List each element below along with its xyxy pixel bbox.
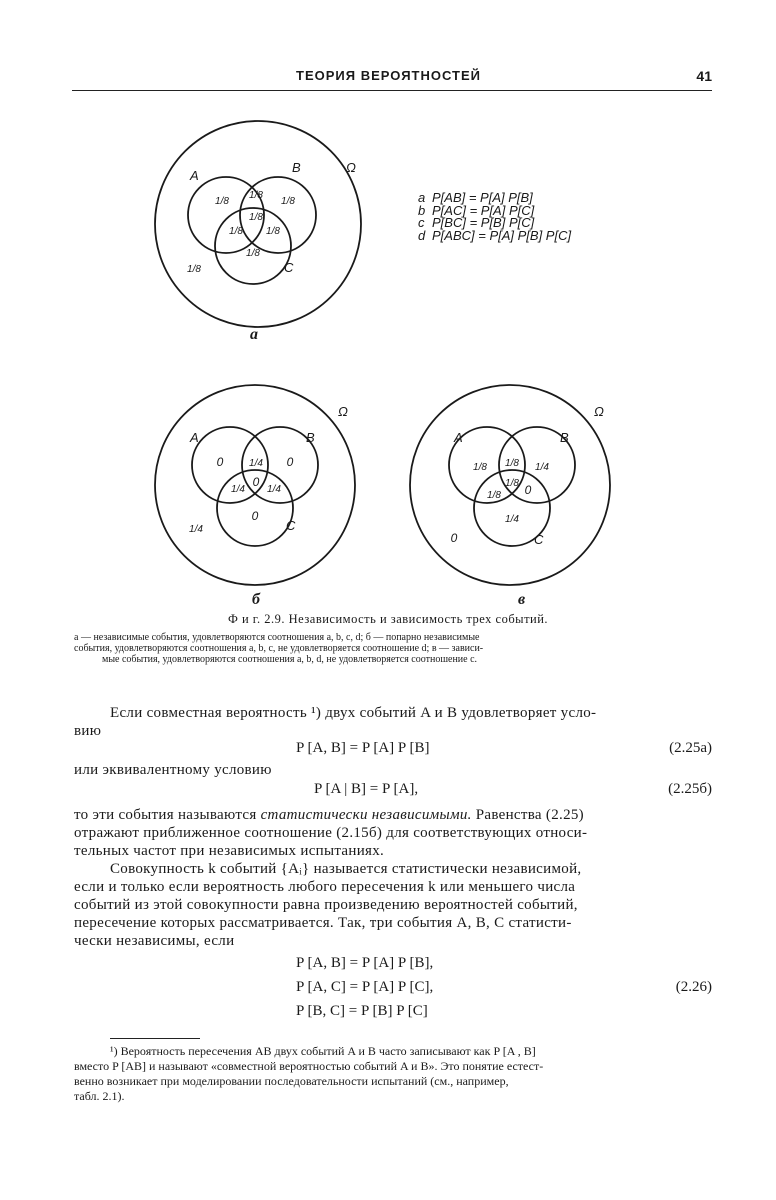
region-ab: 1/4 [249,458,263,469]
figure-caption-title: Ф и г. 2.9. Независимость и зависимость трех событий. [227,612,549,626]
label-b: B [560,430,569,445]
para3-line2: если и только если вероятность любого пересечения k или меньшего числа [74,879,576,895]
equation-number-2-25b: (2.25б) [668,781,712,797]
region-ab: 1/8 [249,190,263,201]
relation-a: a P[AB] = P[A] P[B] [418,190,533,205]
venn-diagram-b [140,380,380,592]
para3-line1: Совокупность k событий {Aᵢ} называется статистически независимой, [110,861,582,877]
equation-2-25a: P [A, B] = P [A] P [B] [296,740,430,756]
omega-circle [155,121,361,327]
label-a: A [190,430,199,445]
region-outside: 1/4 [189,524,203,535]
region-outside: 1/8 [187,264,201,275]
region-abc: 1/8 [249,212,263,223]
relation-d: d P[ABC] = P[A] P[B] P[C] [418,227,572,243]
para2-line3: тельных частот при независимых испытаниях. [74,843,385,859]
label-b: B [306,430,315,445]
region-only-c: 0 [251,509,259,523]
region-bc: 0 [524,483,532,497]
label-diagram-a: a [250,326,258,343]
header-title: ТЕОРИЯ ВЕРОЯТНОСТЕЙ [296,68,481,83]
equation-2-25b: P [A | B] = P [A], [314,781,419,797]
region-only-b: 1/4 [535,462,549,473]
equation-2-26-line2: P [A, C] = P [A] P [C], [296,979,434,995]
region-abc: 1/8 [505,478,519,489]
region-ac: 1/8 [487,490,501,501]
para1-line2: вию [74,723,102,739]
label-c: C [286,518,296,533]
para3-line3: событий из этой совокупности равна произведению вероятностей событий, [74,897,578,913]
relation-c: c P[BC] = P[B] P[C] [418,215,535,230]
venn-diagram-c [402,380,642,592]
region-ac: 1/8 [229,226,243,237]
para3-line4: пересечение которых рассматривается. Так, три события A, B, C статисти- [74,915,572,931]
footnote-rule [110,1038,200,1039]
region-only-a: 1/8 [473,462,487,473]
region-outside: 0 [450,531,458,545]
label-omega: Ω [338,404,348,419]
equation-2-26-line3: P [B, C] = P [B] P [C] [296,1003,428,1019]
running-header [72,66,712,91]
region-only-c: 1/8 [246,248,260,259]
region-only-b: 0 [286,455,294,469]
label-diagram-b: б [252,591,260,608]
region-only-a: 1/8 [215,196,229,207]
region-only-b: 1/8 [281,196,295,207]
para1-line1: Если совместная вероятность ¹) двух событий A и B удовлетворяет усло- [110,705,597,721]
figure-caption-body: а — независимые события, удовлетворяются соотношения a, b, c, d; б — попарно независимые события, удовлетворяются соотношения a, b, c, не удовлетворяется соотношение d; в — зависи- мые события, удовлетворяются соотношения a, b, d, не удовлетворяется соотношение c. [74,632,484,665]
para2-line2: отражают приближенное соотношение (2.15б) для соответствующих относи- [74,825,588,841]
para1-line3: или эквивалентному условию [74,762,272,778]
venn-diagram-a [140,112,380,352]
equation-2-26-line1: P [A, B] = P [A] P [B], [296,955,434,971]
relations-list [418,192,571,242]
region-only-a: 0 [216,455,224,469]
label-c: C [284,260,294,275]
label-a: A [190,168,199,183]
footnote: ¹) Вероятность пересечения AB двух событий A и B часто записывают как P [A , B] вместо P [AB] и называют «совместной вероятностью событий A и B». Это понятие естест- венно возникает при моделировании последовательности испытаний (см., например, табл. 2.1). [74,1044,544,1103]
label-omega: Ω [346,160,356,175]
para2-line1: то эти события называются статистически независимыми. Равенства (2.25) [74,807,584,823]
label-diagram-c: в [518,591,526,608]
region-ac: 1/4 [231,484,245,495]
label-c: C [534,532,544,547]
page-number: 41 [696,68,712,84]
region-bc: 1/8 [266,226,280,237]
region-only-c: 1/4 [505,514,519,525]
label-b: B [292,160,301,175]
equation-number-2-25a: (2.25а) [669,740,712,756]
region-bc: 1/4 [267,484,281,495]
region-ab: 1/8 [505,458,519,469]
relation-b: b P[AC] = P[A] P[C] [418,202,535,218]
label-omega: Ω [594,404,604,419]
para3-line5: чески независимы, если [74,933,235,949]
label-a: A [454,430,463,445]
equation-number-2-26: (2.26) [675,979,712,995]
region-abc: 0 [252,475,260,489]
